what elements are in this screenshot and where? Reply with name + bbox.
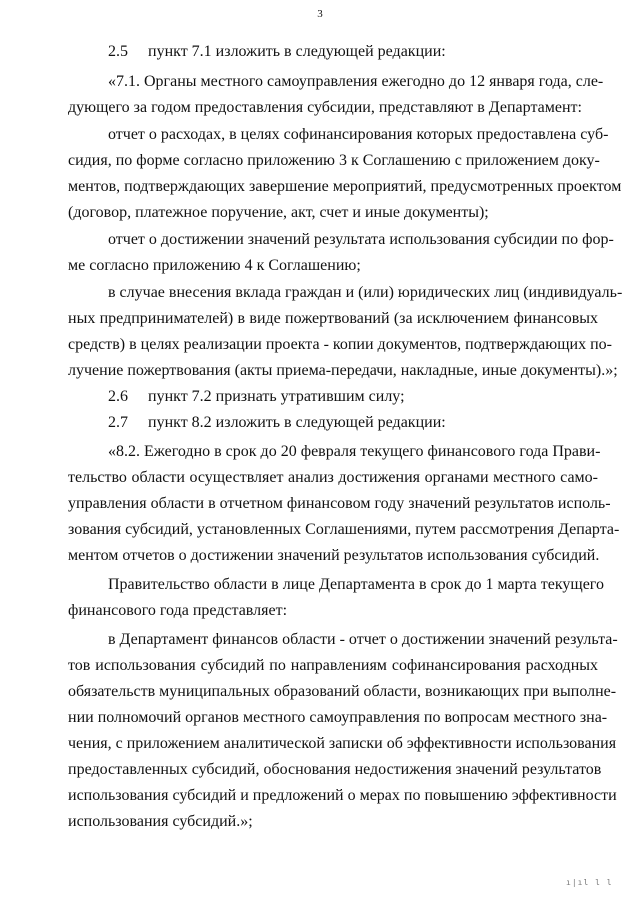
paragraph-line: дующего за годом предоставления субсидии, представляют в Департамент: — [68, 99, 582, 116]
item-number: 2.6 — [108, 388, 128, 405]
paragraph-line: чения, с приложением аналитической записки об эффективности использования — [68, 735, 617, 752]
paragraph-line: зования субсидий, установленных Соглашениями, путем рассмотрения Департа- — [68, 521, 620, 538]
page-number: 3 — [317, 8, 323, 20]
paragraph-line: «8.2. Ежегодно в срок до 20 февраля текущего финансового года Прави- — [108, 443, 601, 460]
item-2-7 — [108, 413, 446, 433]
item-number: 2.5 — [108, 43, 128, 60]
paragraph-line: ных предпринимателей) в виде пожертвований (за исключением финансовых — [68, 310, 598, 327]
paragraph-line: (договор, платежное поручение, акт, счет и иные документы); — [68, 204, 489, 221]
paragraph-line: отчет о расходах, в целях софинансирования которых предоставлена суб- — [108, 126, 609, 143]
paragraph-line: ментов, подтверждающих завершение мероприятий, предусмотренных проектом — [68, 178, 622, 195]
paragraph-line: средств) в целях реализации проекта - копии документов, подтверждающих по- — [68, 336, 612, 353]
paragraph-line: лучение пожертвования (акты приема-передачи, накладные, иные документы).»; — [68, 362, 618, 379]
paragraph-line: использования субсидий.»; — [68, 813, 253, 830]
item-2-5 — [108, 42, 446, 62]
paragraph-line: в Департамент финансов области - отчет о достижении значений результа- — [108, 631, 618, 648]
paragraph-line: сидия, по форме согласно приложению 3 к Соглашению с приложением доку- — [68, 152, 600, 169]
paragraph-line: управления области в отчетном финансовом году значений результатов исполь- — [68, 495, 611, 512]
paragraph-line: ме согласно приложению 4 к Соглашению; — [68, 257, 361, 274]
paragraph-line: отчет о достижении значений результата использования субсидии по фор- — [108, 231, 614, 248]
item-text: пункт 7.1 изложить в следующей редакции: — [148, 43, 446, 60]
item-text: пункт 8.2 изложить в следующей редакции: — [148, 414, 446, 431]
footer-mark: ı|ıl l l — [566, 878, 613, 887]
paragraph-line: тельство области осуществляет анализ достижения органами местного само- — [68, 469, 598, 486]
paragraph-line: в случае внесения вклада граждан и (или) юридических лиц (индивидуаль- — [108, 284, 623, 301]
item-2-6 — [108, 387, 405, 407]
paragraph-line: финансового года представляет: — [68, 602, 288, 619]
paragraph-line: тов использования субсидий по направлениям софинансирования расходных — [68, 657, 598, 674]
item-text: пункт 7.2 признать утратившим силу; — [148, 388, 405, 405]
paragraph-line: «7.1. Органы местного самоуправления ежегодно до 12 января года, сле- — [108, 73, 604, 90]
paragraph-line: нии полномочий органов местного самоуправления по вопросам местного зна- — [68, 709, 608, 726]
paragraph-line: ментом отчетов о достижении значений результатов использования субсидий. — [68, 547, 600, 564]
paragraph-line: обязательств муниципальных образований области, возникающих при выполне- — [68, 683, 617, 700]
paragraph-line: Правительство области в лице Департамента в срок до 1 марта текущего — [108, 576, 604, 593]
paragraph-line: предоставленных субсидий, обоснования недостижения значений результатов — [68, 761, 602, 778]
paragraph-line: использования субсидий и предложений о мерах по повышению эффективности — [68, 787, 617, 804]
item-number: 2.7 — [108, 414, 128, 431]
